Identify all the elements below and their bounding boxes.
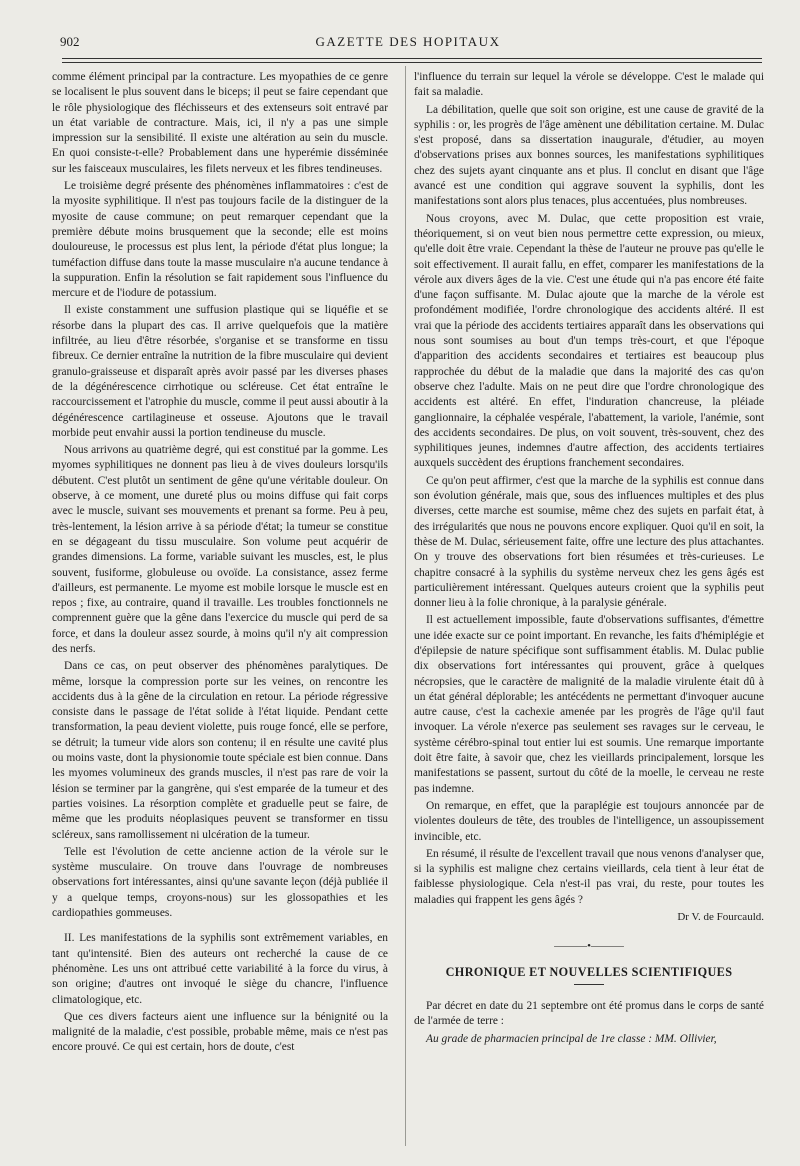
author-signature: Dr V. de Fourcauld. [677,911,764,924]
page-header [48,30,768,54]
paragraph: Il est actuellement impossible, faute d'observations suffisantes, d'émettre une idée exacte sur ce point important. En revanche, les faits d'hémiplégie et d'épilepsie de nature spécifique sont suffisamment établis. M. Dulac publie dix observations fort intéressantes qui prouvent, grâce à quelques nécropsies, que le caractère de malignité de la maladie virulente était dû à un état général déplorable; les antécédents ne permettant d'invoquer aucune autre cause, c'est la cachexie amenée par les progrès de l'âge qu'il faut invoquer. La vérole n'exerce pas seulement ses ravages sur le cerveau, le système cérébro-spinal tout entier lui est soumis. Une remarque importante doit être faite, à savoir que, chez les vieillards principalement, lorsque les manifestations se passent, surtout du côté de la moelle, le cerveau ne reste pas indemne. [414,614,764,795]
paragraph: Nous arrivons au quatrième degré, qui est constitué par la gomme. Les myomes syphilitiques ne donnent pas lieu à de vives douleurs lorsqu'ils débutent. C'est plutôt un sentiment de gêne qu'une véritable douleur. On observe, à ce moment, une dureté plus ou moins diffuse qui fait corps avec le muscle, suivant ses mouvements et prenant sa forme. Peu à peu, très-lentement, la lésion arrive à sa période d'état; la tumeur se constitue en se dégageant du tissu musculaire. Son volume peut acquérir de grandes dimensions. La forme, variable suivant les muscles, est, le plus souvent, fusiforme, globuleuse ou ovoïde. La consistance, assez ferme d'ailleurs, est permanente. Le myome est mobile lorsque le muscle est en repos ; fixe, au contraire, quand il travaille. Les troubles fonctionnels ne comprennent guère que la gêne dans l'exercice du muscle qui perd de sa force, et dans la douleur assez sourde, à moins qu'il n'y ait compression des nerfs. [52,444,388,655]
section-title: CHRONIQUE ET NOUVELLES SCIENTIFIQUES [445,964,733,979]
paragraph: l'influence du terrain sur lequel la vérole se développe. C'est le malade qui fait sa maladie. [414,71,764,99]
paragraph: Que ces divers facteurs aient une influence sur la bénignité ou la malignité de la maladie, c'est possible, probable même, mais ce n'est pas encore prouvé. Ce qui est certain, hors de doute, c'est [52,1010,388,1054]
paragraph: La débilitation, quelle que soit son origine, est une cause de gravité de la syphilis : or, les progrès de l'âge amènent une débilitation certaine. M. Dulac s'est proposé, dans sa dissertation inaugurale, d'étudier, au moyen d'observations prises aux bonnes sources, les manifestations syphilitiques chez des sujets ayant cinquante ans et plus. Il conclut en disant que l'âge avancé est une condition qui aggrave souvent la syphilis, dont les manifestations sont alors plus tenaces, plus accentuées, plus nombreuses. [414,103,764,208]
paragraph: Il existe constamment une suffusion plastique qui se liquéfie et se résorbe dans la plupart des cas. Il arrive quelquefois que la matière infiltrée, au lieu d'être résorbée, s'organise et se transforme en tissu fibreux. Ce dernier entraîne la nutrition de la fibre musculaire qui devient granulo-graisseuse et disparaît après avoir passé par les diverses phases de la dégénérescence cirrhotique ou scléreuse. Cet état entraîne le raccourcissement et l'atrophie du muscle, comme il peut aussi aboutir à la dégénérescence cartilagineuse et osseuse. Ajoutons que le travail morbide peut envahir aussi la portion tendineuse du muscle. [52,304,388,439]
paragraph: On remarque, en effet, que la paraplégie est toujours annoncée par de violentes douleurs de tête, des troubles de l'intelligence, un assoupissement invincible, etc. [414,799,764,843]
paragraph-gap [52,923,388,931]
right-column [414,70,764,1049]
paragraph: comme élément principal par la contracture. Les myopathies de ce genre se localisent le plus souvent dans le biceps; il peut se faire cependant que le rôle physiologique des fléchisseurs et des extenseurs soit entravé par un état variable de contracture. Mais, ici, il n'y a pas une simple impression sur la sensibilité. Il existe une altération au sein du muscle. En quoi consiste-t-elle? Probablement dans une hyperémie disséminée sur les faisceaux musculaires, les filets nerveux et les fibres tendineuses. [52,71,388,175]
paragraph: Nous croyons, avec M. Dulac, que cette proposition est vraie, théoriquement, si on veut bien nous permettre cette expression, ou mieux, qu'elle doit être vraie. Cependant la thèse de l'auteur ne prouve pas qu'elle le soit effectivement. Il aurait fallu, en effet, comparer les manifestations de la vérole aux divers âges de la vie. C'est une étude qui n'a pas encore été faite d'une façon suffisante. M. Dulac ajoute que la marche de la vérole est profondément modifiée, l'ordre chronologique des accidents altéré. Il est vrai que la période des accidents tertiaires apparaît dans les observations qui nous sont soumises au bout d'un temps très-court, et que l'époque d'apparition des accidents secondaires et tertiaires est beaucoup plus rapprochée du début de la maladie que dans la majorité des cas qu'on observe chez l'adulte. Mais on ne peut dire que l'ordre chronologique des accidents est altéré. En effet, l'induration chancreuse, la pléiade ganglionnaire, la céphalée vespérale, l'abattement, la variole, l'anémie, sont des accidents secondaires. De plus, on voit souvent, très-souvent, chez des syphilitiques jeunes, indemnes d'autre affection, des accidents tertiaires auxquels succèdent des éruptions franchement secondaires. [414,212,764,470]
left-column [52,70,388,1058]
paragraph: Ce qu'on peut affirmer, c'est que la marche de la syphilis est connue dans son évolution générale, mais que, sous des influences multiples et des plus diverses, cette marche est soumise, même chez des sujets en parfait état, à des irrégularités que nous ne pouvons encore expliquer. Quoi qu'il en soit, la thèse de M. Dulac, sérieusement faite, offre une lecture des plus attachantes. On y trouve des observations fort bien résumées et très-curieuses. Le chapitre consacré à la syphilis du système nerveux chez les gens âgés est particulièrement intéressant. Quelques auteurs croient que la syphilis peut donner lieu à la folie chronique, à la paralysie générale. [414,474,764,610]
title-rule [574,984,604,985]
paragraph: En résumé, il résulte de l'excellent travail que nous venons d'analyser que, si la syphilis est maligne chez certains vieillards, cela tient à leur état de faiblesse physiologique. Cela n'est-il pas vrai, du reste, pour toutes les maladies qui frappent les gens âgés ? [414,847,764,906]
paragraph: Dans ce cas, on peut observer des phénomènes paralytiques. De même, lorsque la compression porte sur les veines, on rencontre les accidents dus à la gêne de la circulation en retour. La période régressive consiste dans le passage de l'état solide à l'état liquide. Pendant cette transformation, la peau devient violette, puis rouge foncé, elle se perfore, se détruit; la tumeur vide alors son contenu; il en résulte une cavité plus ou moins vaste, dont la physionomie toute spéciale est bien connue. Dans les myomes volumineux des grands muscles, il n'est pas rare de voir la lésion se terminer par la gangrène, qui s'est emparée de la tumeur et des parties voisines. La résorption complète et graduelle peut se faire, de même que les produits néoplasiques peuvent se transformer en tissu scléreux, sans ramollissement ni ulcération de la tumeur. [52,660,388,841]
journal-title: GAZETTE DES HOPITAUX [315,34,501,49]
paragraph: Telle est l'évolution de cette ancienne action de la vérole sur le système musculaire. On trouve dans l'ouvrage de nombreuses observations fort intéressantes, ainsi qu'une savante leçon (déjà publiée il y a quelque temps, croyons-nous) sur les glossopathies et les cardiopathies gommeuses. [52,845,388,920]
paragraph: II. Les manifestations de la syphilis sont extrêmement variables, en tant qu'intensité. Bien des auteurs ont recherché la cause de ce phénomène. Les uns ont attribué cette variabilité à la force du virus, à son origine; d'autres ont invoqué le siège du chancre, l'influence climatologique, etc. [52,932,388,1006]
column-divider [405,66,406,1146]
page-number: 902 [60,34,80,49]
section-ornament: ———•——— [554,940,624,953]
paragraph: Par décret en date du 21 septembre ont été promus dans le corps de santé de l'armée de terre : [414,999,764,1028]
header-double-rule [62,58,762,63]
paragraph: Au grade de pharmacien principal de 1re classe : MM. Ollivier, [426,1032,717,1045]
paragraph: Le troisième degré présente des phénomènes inflammatoires : c'est de la myosite syphilitique. Il n'est pas toujours facile de la distinguer de la myosite de cause commune; on peut remarquer cependant que la première débute moins brusquement que la seconde; elle est moins douloureuse, le processus est plus lent, la période d'état plus longue; la tuméfaction diffuse dans toute la masse musculaire n'a aucune tendance à la suppuration. Enfin la résolution se fait rapidement sous l'influence du mercure et de l'iodure de potassium. [52,180,388,300]
